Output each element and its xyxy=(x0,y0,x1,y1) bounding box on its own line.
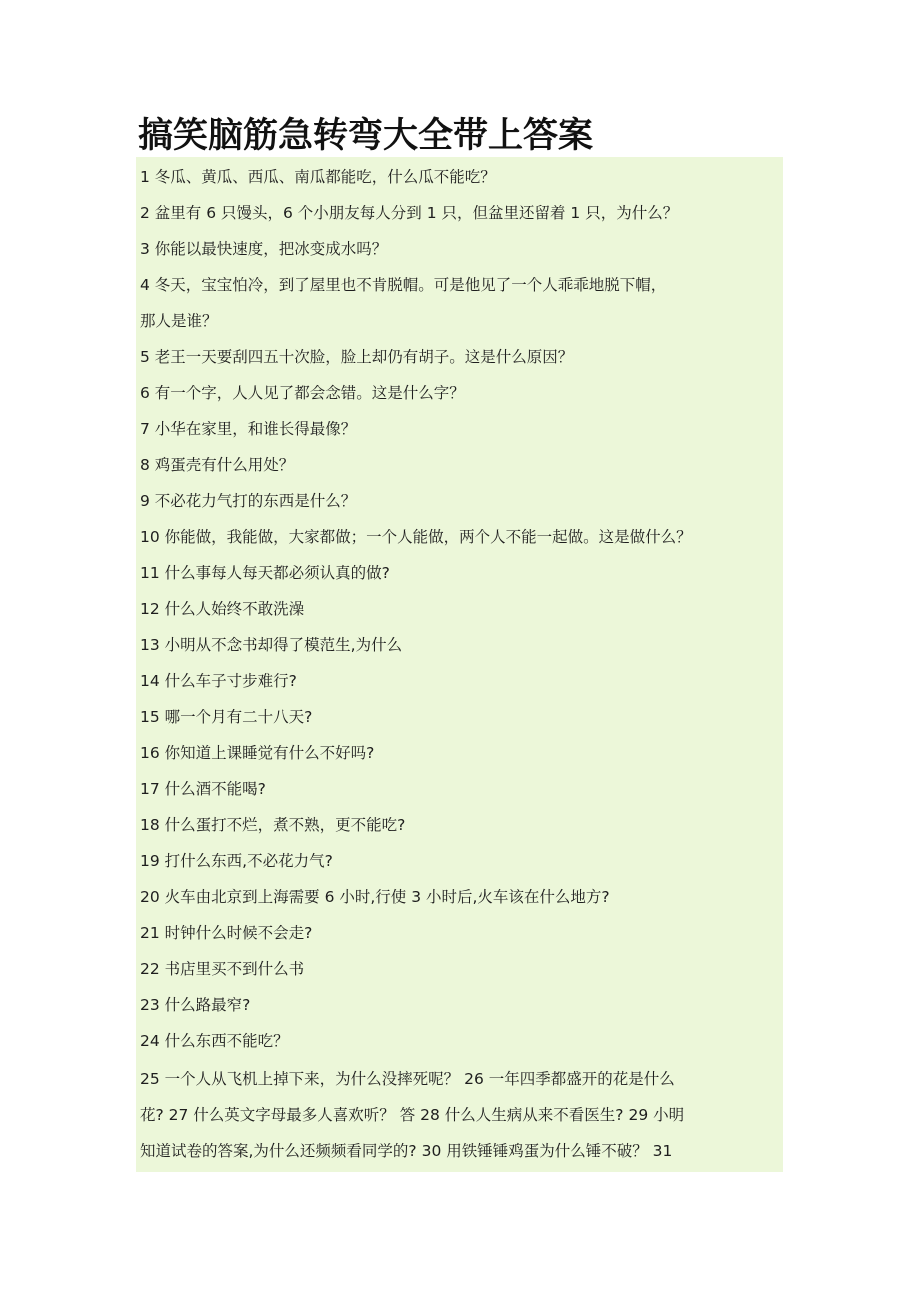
riddle-line: 24 什么东西不能吃？ xyxy=(140,1032,289,1050)
riddle-line: 21 时钟什么时候不会走? xyxy=(140,924,313,942)
riddle-line: 16 你知道上课睡觉有什么不好吗? xyxy=(140,744,375,762)
riddle-line: 2 盆里有 6 只馒头，6 个小朋友每人分到 1 只，但盆里还留着 1 只，为什么？ xyxy=(140,204,679,222)
riddle-line: 9 不必花力气打的东西是什么？ xyxy=(140,492,357,510)
document-title: 搞笑脑筋急转弯大全带上答案 xyxy=(138,116,594,156)
riddle-list xyxy=(136,157,783,1172)
riddle-line: 10 你能做，我能做，大家都做；一个人能做，两个人不能一起做。这是做什么？ xyxy=(140,528,692,546)
riddle-line: 花? 27 什么英文字母最多人喜欢听？ 答 28 什么人生病从来不看医生? 29 小明 xyxy=(140,1106,685,1124)
riddle-line: 14 什么车子寸步难行? xyxy=(140,672,297,690)
riddle-line: 知道试卷的答案,为什么还频频看同学的? 30 用铁锤锤鸡蛋为什么锤不破？ 31 xyxy=(140,1142,673,1160)
riddle-line: 12 什么人始终不敢洗澡 xyxy=(140,600,305,618)
riddle-line: 23 什么路最窄? xyxy=(140,996,251,1014)
riddle-line: 15 哪一个月有二十八天? xyxy=(140,708,313,726)
riddle-line: 3 你能以最快速度，把冰变成水吗？ xyxy=(140,240,388,258)
riddle-line: 20 火车由北京到上海需要 6 小时,行使 3 小时后,火车该在什么地方? xyxy=(140,888,610,906)
riddle-line: 1 冬瓜、黄瓜、西瓜、南瓜都能吃，什么瓜不能吃？ xyxy=(140,168,496,186)
riddle-line: 22 书店里买不到什么书 xyxy=(140,960,305,978)
riddle-line: 5 老王一天要刮四五十次脸，脸上却仍有胡子。这是什么原因？ xyxy=(140,348,574,366)
riddle-line: 8 鸡蛋壳有什么用处？ xyxy=(140,456,295,474)
riddle-line: 7 小华在家里，和谁长得最像？ xyxy=(140,420,357,438)
riddle-line: 18 什么蛋打不烂，煮不熟，更不能吃? xyxy=(140,816,406,834)
riddle-line: 25 一个人从飞机上掉下来，为什么没摔死呢？ 26 一年四季都盛开的花是什么 xyxy=(140,1070,675,1088)
riddle-line: 6 有一个字，人人见了都会念错。这是什么字？ xyxy=(140,384,465,402)
riddle-line: 17 什么酒不能喝? xyxy=(140,780,266,798)
riddle-line: 13 小明从不念书却得了模范生,为什么 xyxy=(140,636,403,654)
riddle-line: 那人是谁？ xyxy=(140,312,218,330)
riddle-line: 19 打什么东西,不必花力气? xyxy=(140,852,333,870)
riddle-line: 11 什么事每人每天都必须认真的做? xyxy=(140,564,390,582)
riddle-line: 4 冬天，宝宝怕冷，到了屋里也不肯脱帽。可是他见了一个人乖乖地脱下帽， xyxy=(140,276,667,294)
